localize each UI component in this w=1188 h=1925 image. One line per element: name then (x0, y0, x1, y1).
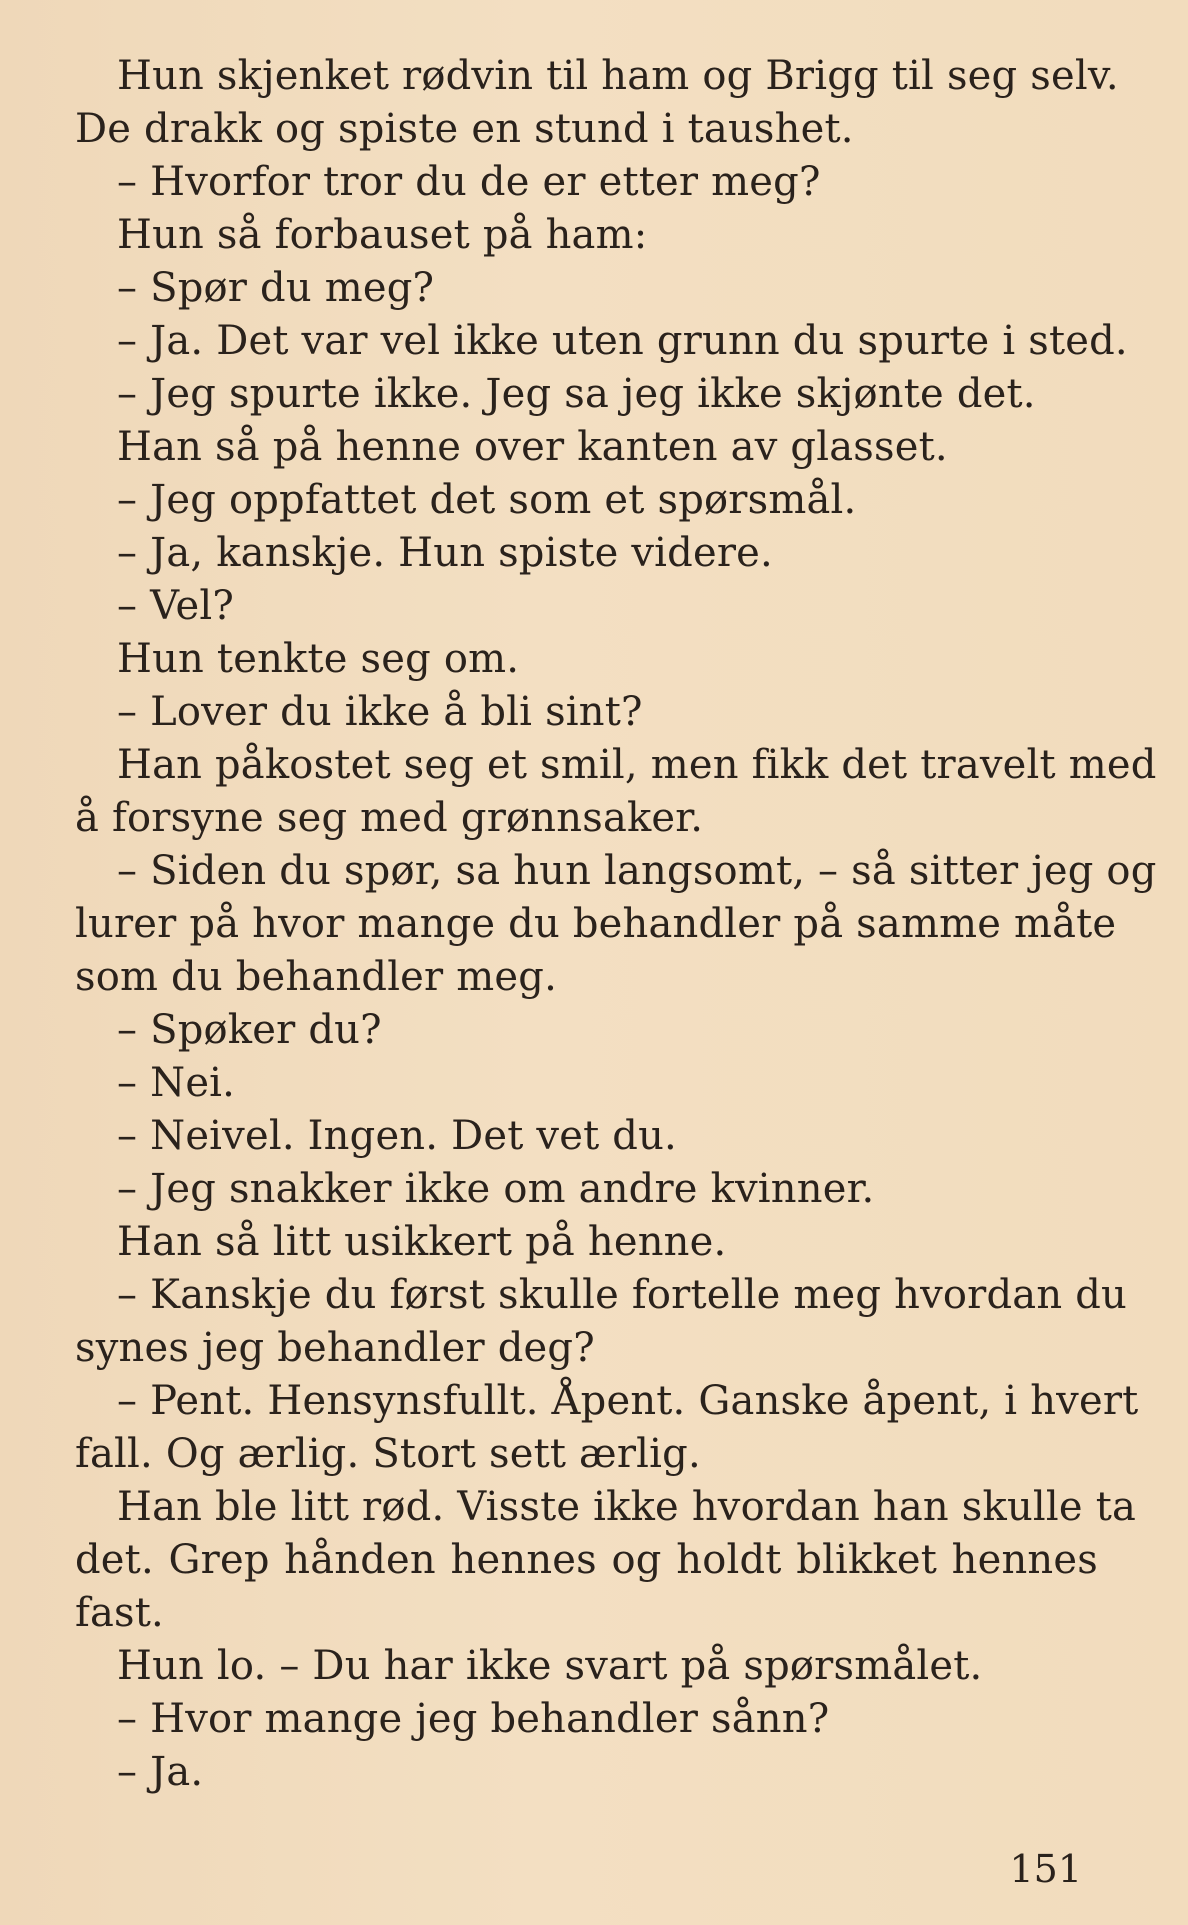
text-line: det. Grep hånden hennes og holdt blikket hennes (75, 1537, 1098, 1583)
text-line: Hun lo. – Du har ikke svart på spørsmålet. (117, 1643, 983, 1689)
text-line: å forsyne seg med grønnsaker. (75, 795, 704, 841)
text-line: – Hvor mange jeg behandler sånn? (117, 1696, 830, 1742)
text-line: Han så litt usikkert på henne. (117, 1219, 727, 1265)
text-line: – Nei. (117, 1060, 236, 1106)
text-line: Hun så forbauset på ham: (117, 212, 648, 258)
text-line: – Ja, kanskje. Hun spiste videre. (117, 530, 773, 576)
text-line: – Ja. (117, 1749, 204, 1795)
text-line: – Spøker du? (117, 1007, 382, 1053)
text-line: – Spør du meg? (117, 265, 435, 311)
text-line: – Siden du spør, sa hun langsomt, – så sitter jeg og (117, 848, 1157, 894)
text-line: Han påkostet seg et smil, men fikk det travelt med (117, 742, 1157, 788)
text-line: – Lover du ikke å bli sint? (117, 689, 643, 735)
page-number: 151 (1009, 1847, 1082, 1891)
text-line: – Neivel. Ingen. Det vet du. (117, 1113, 677, 1159)
text-line: Han ble litt rød. Visste ikke hvordan han skulle ta (117, 1484, 1137, 1530)
text-line: – Vel? (117, 583, 235, 629)
text-line: fast. (75, 1590, 164, 1636)
text-line: – Ja. Det var vel ikke uten grunn du spurte i sted. (117, 318, 1128, 364)
text-line: – Jeg spurte ikke. Jeg sa jeg ikke skjønte det. (117, 371, 1036, 417)
text-line: – Kanskje du først skulle fortelle meg hvordan du (117, 1272, 1127, 1318)
text-line: lurer på hvor mange du behandler på samme måte (75, 901, 1117, 947)
text-line: Hun tenkte seg om. (117, 636, 520, 682)
text-line: – Jeg snakker ikke om andre kvinner. (117, 1166, 875, 1212)
text-line: fall. Og ærlig. Stort sett ærlig. (75, 1431, 701, 1477)
text-line: – Hvorfor tror du de er etter meg? (117, 159, 821, 205)
text-line: synes jeg behandler deg? (75, 1325, 595, 1371)
text-line: som du behandler meg. (75, 954, 558, 1000)
text-line: De drakk og spiste en stund i taushet. (75, 106, 854, 152)
text-line: Han så på henne over kanten av glasset. (117, 424, 948, 470)
text-line: Hun skjenket rødvin til ham og Brigg til seg selv. (117, 53, 1119, 99)
text-line: – Jeg oppfattet det som et spørsmål. (117, 477, 857, 523)
text-line: – Pent. Hensynsfullt. Åpent. Ganske åpent, i hvert (117, 1378, 1139, 1424)
